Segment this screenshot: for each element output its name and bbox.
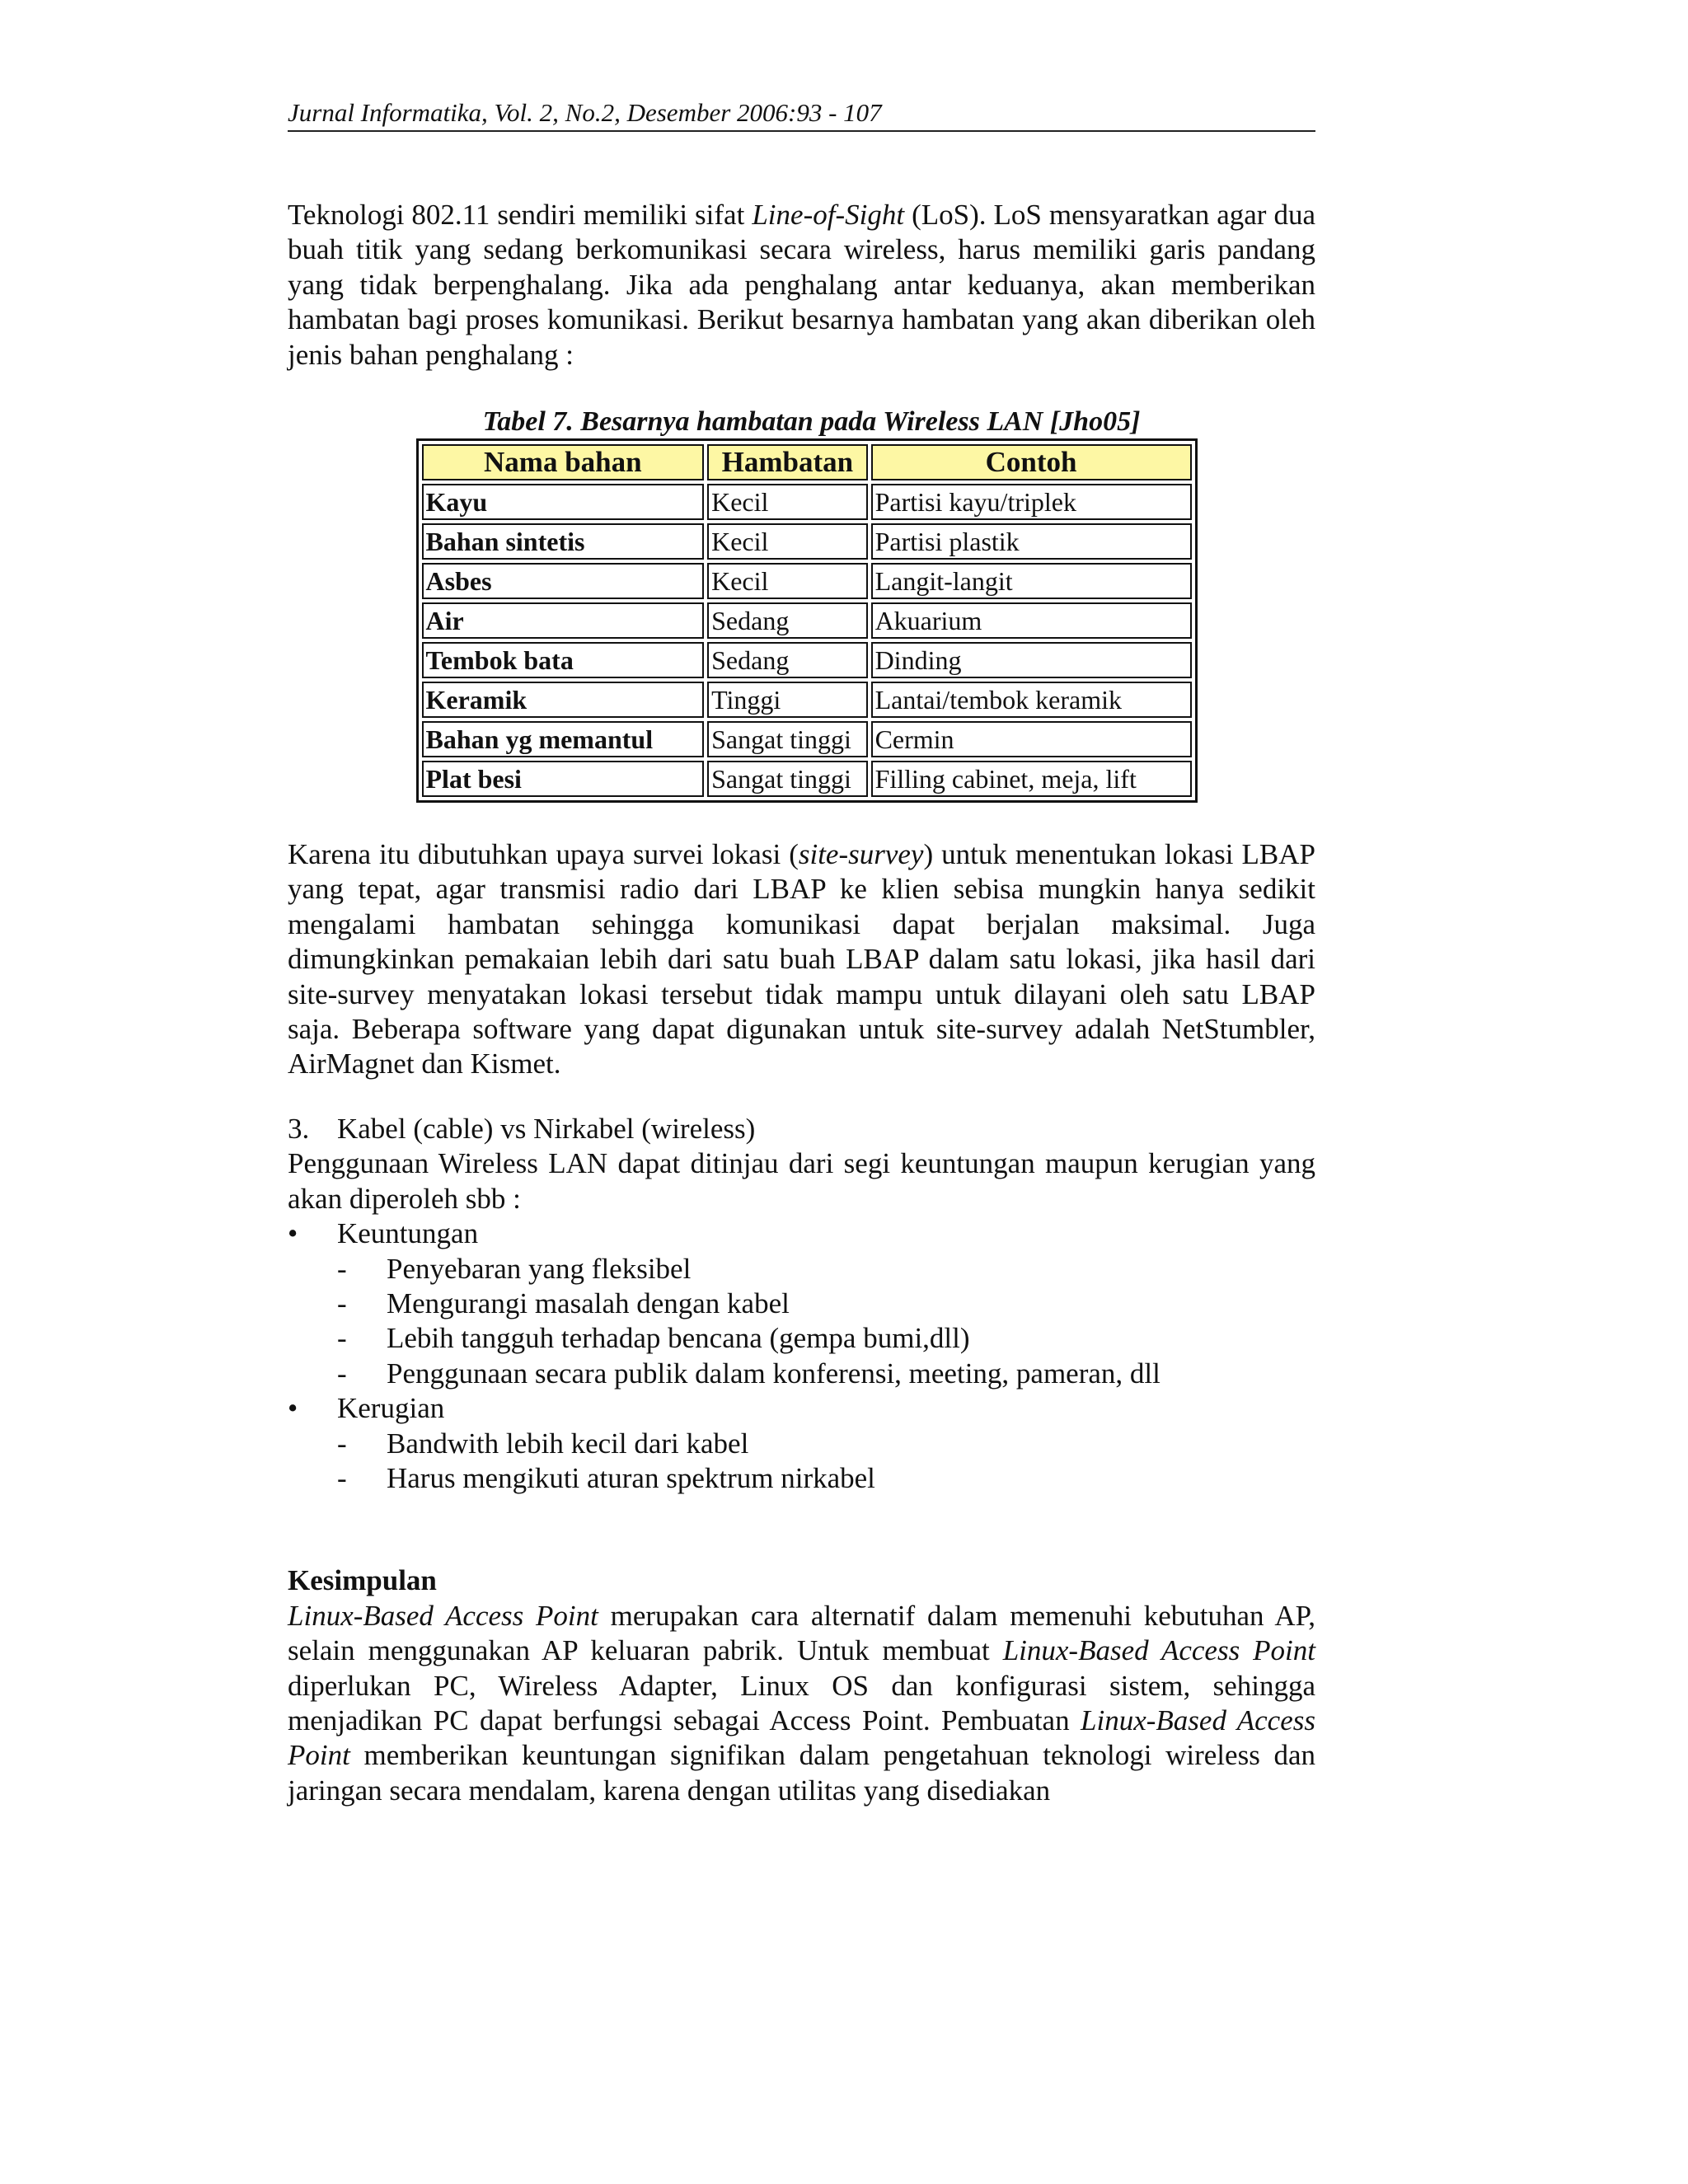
table-header-cell: Nama bahan xyxy=(422,444,705,480)
table-cell: Kecil xyxy=(707,523,867,560)
table-cell: Bahan yg memantul xyxy=(422,721,705,757)
list-item-text: Lebih tangguh terhadap bencana (gempa bumi,dll) xyxy=(387,1322,970,1355)
table-cell: Partisi kayu/triplek xyxy=(871,484,1192,520)
table-row xyxy=(422,721,1192,757)
paragraph-site-survey-text-2: ) untuk menentukan lokasi LBAP yang tepat, agar transmisi radio dari LBAP ke klien sebisa mungkin hanya sedikit mengalami hambatan sehingga komunikasi dapat berjalan maksimal. Juga dimungkinkan pemakaian lebih dari satu buah LBAP dalam satu lokasi, jika hasil dari site-survey menyatakan lokasi tersebut tidak mampu untuk dilayani oleh satu LBAP saja. Beberapa software yang dapat digunakan untuk site-survey adalah NetStumbler, AirMagnet dan Kismet. xyxy=(288,838,1315,1080)
table-cell: Asbes xyxy=(422,563,705,599)
dash-icon: - xyxy=(337,1252,347,1285)
paragraph-los-text-2: (LoS). LoS mensyaratkan agar dua buah titik yang sedang berkomunikasi secara wireless, harus memiliki garis pandang yang tidak berpenghalang. Jika ada penghalang antar keduanya, akan memberikan hambatan bagi proses komunikasi. Berikut besarnya hambatan yang akan diberikan oleh jenis bahan penghalang : xyxy=(288,199,1315,371)
bullet-item xyxy=(288,1216,1315,1251)
paragraph-los-text-1: Teknologi 802.11 sendiri memiliki sifat xyxy=(288,199,753,231)
table-cell: Dinding xyxy=(871,642,1192,678)
list-item xyxy=(288,1357,1315,1391)
dash-icon: - xyxy=(337,1322,347,1355)
table-cell: Cermin xyxy=(871,721,1192,757)
table-cell: Plat besi xyxy=(422,761,705,797)
bullet-label-kerugian: Kerugian xyxy=(337,1392,445,1425)
section-3-number: 3. xyxy=(288,1112,310,1145)
table-row xyxy=(422,642,1192,678)
table-cell: Filling cabinet, meja, lift xyxy=(871,761,1192,797)
table-header-row xyxy=(422,444,1192,480)
table-cell: Sedang xyxy=(707,642,867,678)
bullet-label-keuntungan: Keuntungan xyxy=(337,1217,479,1250)
table-cell: Akuarium xyxy=(871,602,1192,639)
page-body xyxy=(288,198,1315,1808)
conclusion-text: merupakan cara alternatif dalam memenuhi kebutuhan AP, selain menggunakan AP keluaran pabrik. Untuk membuat xyxy=(288,1599,1315,1667)
table-cell: Sangat tinggi xyxy=(707,721,867,757)
dash-icon: - xyxy=(337,1357,347,1390)
table-cell: Kayu xyxy=(422,484,705,520)
list-item xyxy=(288,1427,1315,1461)
bullet-icon: • xyxy=(288,1217,298,1250)
table-cell: Sedang xyxy=(707,602,867,639)
list-item-text: Penyebaran yang fleksibel xyxy=(387,1252,692,1285)
bullet-item xyxy=(288,1391,1315,1426)
table-row xyxy=(422,682,1192,718)
list-item xyxy=(288,1286,1315,1321)
table-cell: Kecil xyxy=(707,484,867,520)
dash-icon: - xyxy=(337,1427,347,1460)
paragraph-site-survey xyxy=(288,837,1315,1082)
table-header-cell: Contoh xyxy=(871,444,1192,480)
section-3-title: Kabel (cable) vs Nirkabel (wireless) xyxy=(337,1112,756,1145)
list-item xyxy=(288,1252,1315,1286)
obstacle-table xyxy=(416,438,1198,803)
list-item-text: Mengurangi masalah dengan kabel xyxy=(387,1286,790,1319)
conclusion-heading: Kesimpulan xyxy=(288,1564,437,1597)
conclusion-term: Linux-Based Access Point xyxy=(288,1704,1315,1772)
list-item-text: Harus mengikuti aturan spektrum nirkabel xyxy=(387,1461,875,1494)
table-cell: Sangat tinggi xyxy=(707,761,867,797)
bullet-icon: • xyxy=(288,1392,298,1425)
paragraph-site-survey-term: site-survey xyxy=(798,838,924,871)
table-cell: Bahan sintetis xyxy=(422,523,705,560)
table-row xyxy=(422,523,1192,560)
table-header-cell: Hambatan xyxy=(707,444,867,480)
table-wrapper xyxy=(288,438,1315,803)
table-row xyxy=(422,602,1192,639)
conclusion-term: Linux-Based Access Point xyxy=(288,1599,598,1632)
list-item-text: Penggunaan secara publik dalam konferensi, meeting, pameran, dll xyxy=(387,1357,1160,1390)
dash-icon: - xyxy=(337,1286,347,1319)
paragraph-los-term: Line-of-Sight xyxy=(752,199,905,231)
table-cell: Lantai/tembok keramik xyxy=(871,682,1192,718)
table-caption: Tabel 7. Besarnya hambatan pada Wireless LAN [Jho05] xyxy=(482,406,1141,438)
conclusion-paragraph xyxy=(288,1599,1315,1808)
table-row xyxy=(422,563,1192,599)
paragraph-site-survey-text-1: Karena itu dibutuhkan upaya survei lokasi ( xyxy=(288,838,799,871)
conclusion-term: Linux-Based Access Point xyxy=(1002,1634,1315,1667)
table-cell: Partisi plastik xyxy=(871,523,1192,560)
dash-icon: - xyxy=(337,1461,347,1494)
list-item-text: Bandwith lebih kecil dari kabel xyxy=(387,1427,749,1460)
table-cell: Keramik xyxy=(422,682,705,718)
list-item xyxy=(288,1321,1315,1356)
table-row xyxy=(422,484,1192,520)
table-cell: Air xyxy=(422,602,705,639)
table-cell: Tembok bata xyxy=(422,642,705,678)
conclusion-text: memberikan keuntungan signifikan dalam pengetahuan teknologi wireless dan jaringan secara mendalam, karena dengan utilitas yang disediakan xyxy=(288,1739,1315,1807)
section-3-heading xyxy=(288,1112,1315,1146)
paragraph-los xyxy=(288,198,1315,373)
running-header: Jurnal Informatika, Vol. 2, No.2, Desember 2006:93 - 107 xyxy=(288,97,1315,132)
table-cell: Tinggi xyxy=(707,682,867,718)
list-item xyxy=(288,1461,1315,1496)
table-row xyxy=(422,761,1192,797)
table-cell: Langit-langit xyxy=(871,563,1192,599)
conclusion-text: diperlukan PC, Wireless Adapter, Linux OS dan konfigurasi sistem, sehingga menjadikan PC dapat berfungsi sebagai Access Point. Pembuatan xyxy=(288,1669,1315,1736)
section-3-intro: Penggunaan Wireless LAN dapat ditinjau dari segi keuntungan maupun kerugian yang akan diperoleh sbb : xyxy=(288,1147,1315,1215)
table-cell: Kecil xyxy=(707,563,867,599)
